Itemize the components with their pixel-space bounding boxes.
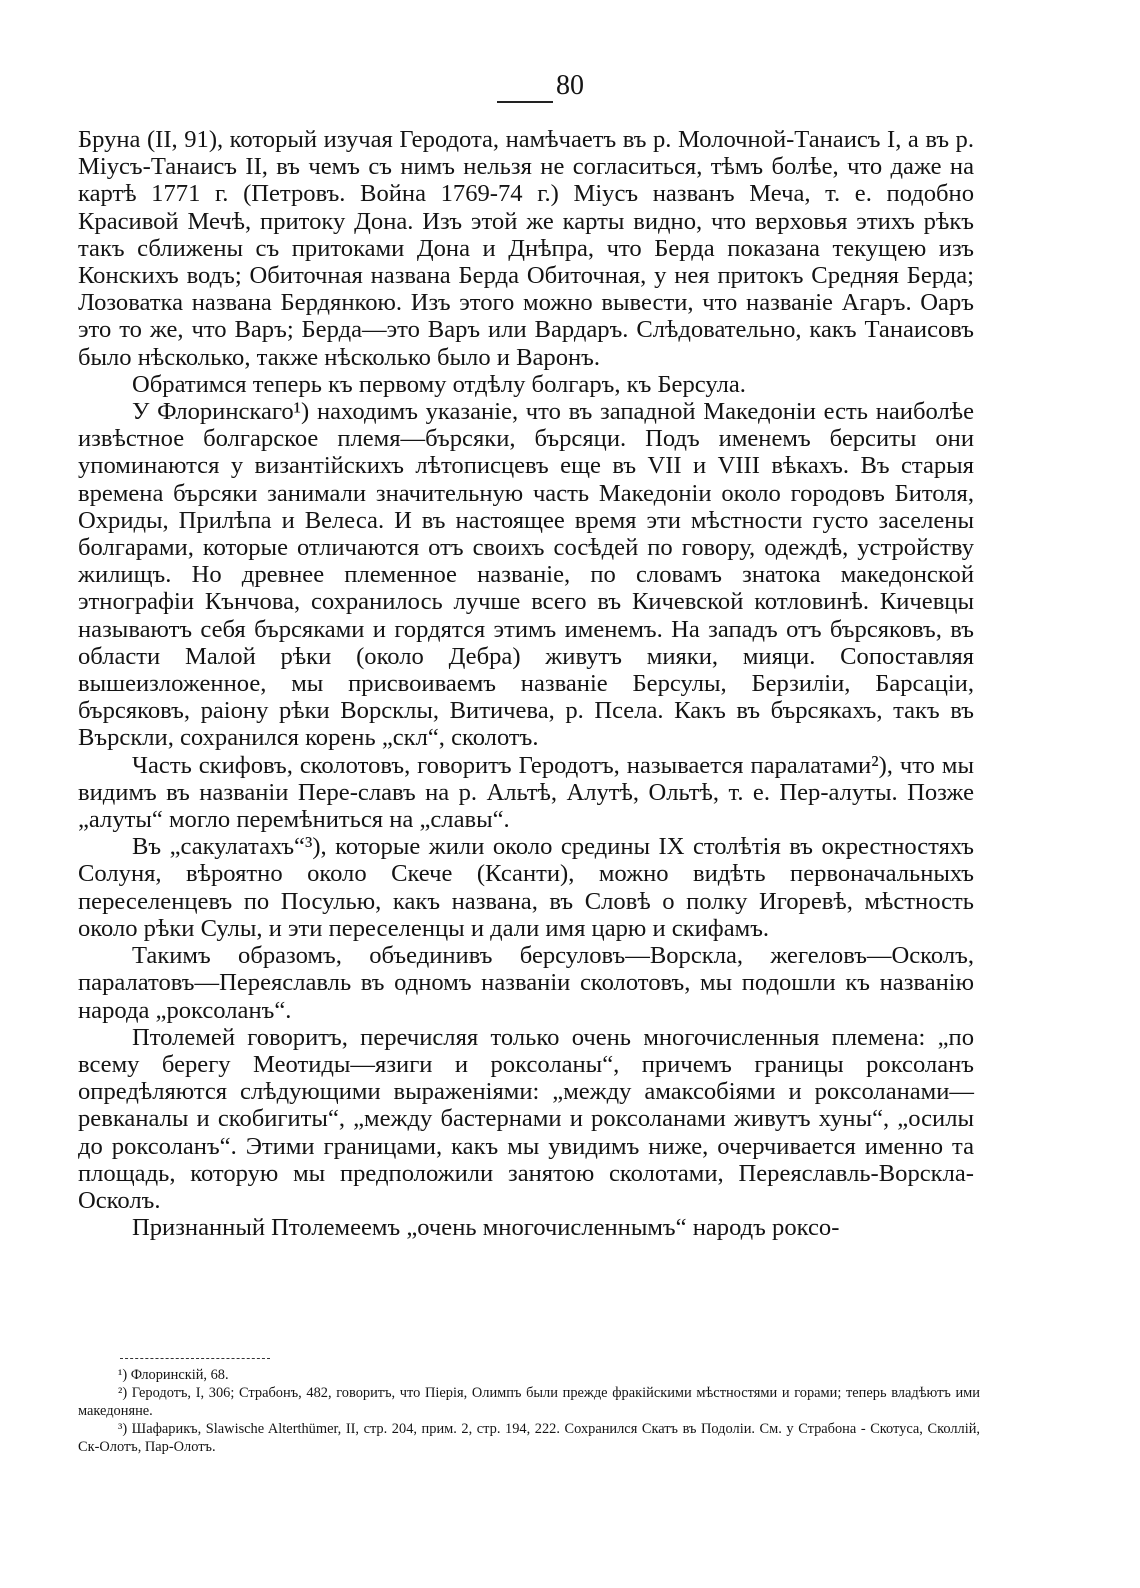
- footnote-1: ¹) Флоринскій, 68.: [118, 1367, 229, 1383]
- body-text: [78, 126, 974, 1241]
- footnote-3: ³) Шафарикъ, Slawische Alterthümer, II, стр. 204, прим. 2, стр. 194, 222. Сохранился Скатъ въ Подоліи. См. у Страбона - Скотуса, Сколлій, Ск-Олотъ, Пар-Олотъ.: [78, 1421, 980, 1455]
- paragraph-7: Птолемей говоритъ, перечисляя только очень многочисленныя племена: „по всему берегу Меотиды—язиги и роксоланы“, причемъ границы роксоланъ опредѣляются слѣдующими выраженіями: „между амаксобіями и роксоланами—ревканалы и скобигиты“, „между бастернами и роксоланами живутъ хуны“, „осилы до роксоланъ“. Этими границами, какъ мы увидимъ ниже, очерчивается именно та площадь, которую мы предположили занятою сколотами, Переяславль-Ворскла-Осколъ.: [78, 1023, 974, 1214]
- footnotes: [78, 1366, 980, 1456]
- paragraph-4: Часть скифовъ, сколотовъ, говоритъ Геродотъ, называется паралатами²), что мы видимъ въ названіи Пере-славъ на р. Альтѣ, Алутѣ, Ольтѣ, т. е. Пер-алуты. Позже „алуты“ могло перемѣниться на „славы“.: [78, 751, 974, 834]
- paragraph-2: Обратимся теперь къ первому отдѣлу болгаръ, къ Берсула.: [132, 370, 746, 398]
- paragraph-3: У Флоринскаго¹) находимъ указаніе, что въ западной Македоніи есть наиболѣе извѣстное болгарское племя—бърсяки, бърсяци. Подъ именемъ берситы они упоминаются у византійскихъ лѣтописцевъ еще въ VII и VIII вѣкахъ. Въ старыя времена бърсяки занимали значительную часть Македоніи около городовъ Битоля, Охриды, Прилѣпа и Велеса. И въ настоящее время эти мѣстности густо заселены болгарами, которые отличаются отъ своихъ сосѣдей по говору, одеждѣ, устройству жилищъ. Но древнее племенное названіе, по словамъ знатока македонской этнографіи Кънчова, сохранилось лучше всего въ Кичевской котловинѣ. Кичевцы называютъ себя бърсяками и гордятся этимъ именемъ. На западъ отъ бърсяковъ, въ области Малой рѣки (около Дебра) живутъ мияки, мияци. Сопоставляя вышеизложенное, мы присвоиваемъ названіе Берсулы, Берзиліи, Барсаціи, бърсяковъ, раіону рѣки Ворсклы, Витичева, р. Псела. Какъ въ бърсякахъ, такъ въ Върскли, сохранился корень „скл“, сколотъ.: [78, 398, 974, 752]
- footnote-2: ²) Геродотъ, I, 306; Страбонъ, 482, говоритъ, что Піерія, Олимпъ были прежде фракійскими мѣстностями и горами; теперь владѣютъ ими македоняне.: [78, 1385, 980, 1419]
- page-number-rule: [497, 101, 553, 103]
- page-number: 80: [556, 70, 584, 101]
- paragraph-1: Бруна (II, 91), который изучая Геродота, намѣчаетъ въ р. Молочной-Танаисъ I, а въ р. Міусъ-Танаисъ II, въ чемъ съ нимъ нельзя не согласиться, тѣмъ болѣе, что даже на картѣ 1771 г. (Петровъ. Война 1769-74 г.) Міусъ названъ Меча, т. е. подобно Красивой Мечѣ, притоку Дона. Изъ этой же карты видно, что верховья этихъ рѣкъ такъ сближены съ притоками Дона и Днѣпра, что Берда показана текущею изъ Конскихъ водъ; Обиточная названа Берда Обиточная, у нея притокъ Средняя Берда; Лозоватка названа Бердянкою. Изъ этого можно вывести, что названіе Агаръ. Оаръ это то же, что Варъ; Берда—это Варъ или Вардаръ. Слѣдовательно, какъ Танаисовъ было нѣсколько, также нѣсколько было и Варонъ.: [78, 126, 974, 371]
- paragraph-5: Въ „сакулатахъ“³), которые жили около средины IX столѣтія въ окрестностяхъ Солуня, вѣроятно около Скече (Ксанти), можно видѣть первоначальныхъ переселенцевъ по Посулью, какъ названа, въ Словѣ о полку Игоревѣ, мѣстность около рѣки Сулы, и эти переселенцы и дали имя царю и скифамъ.: [78, 833, 974, 942]
- footnote-divider: [120, 1358, 270, 1359]
- paragraph-6: Такимъ образомъ, объединивъ берсуловъ—Ворскла, жегеловъ—Осколъ, паралатовъ—Переяславль въ одномъ названіи сколотовъ, мы подошли къ названію народа „роксоланъ“.: [78, 942, 974, 1024]
- paragraph-8: Признанный Птолемеемъ „очень многочисленнымъ“ народъ роксо-: [132, 1214, 840, 1242]
